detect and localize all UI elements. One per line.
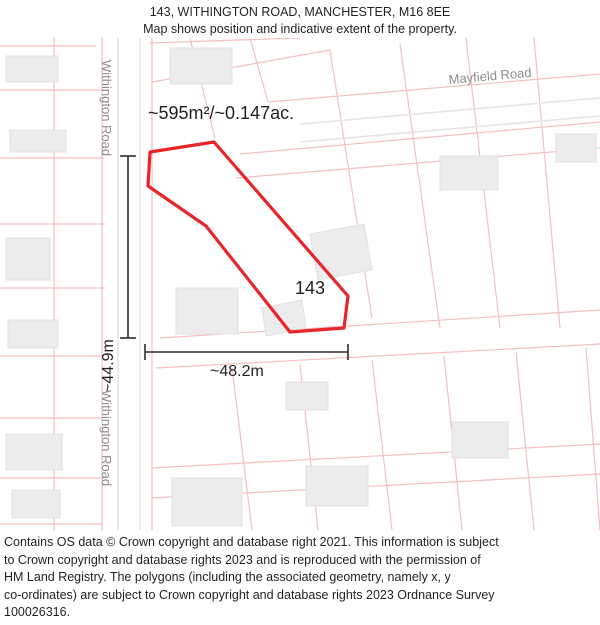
- footer-line: to Crown copyright and database rights 2023 and is reproduced with the permission of: [4, 552, 481, 567]
- area-label: ~595m²/~0.147ac.: [148, 103, 295, 123]
- page-title: 143, WITHINGTON ROAD, MANCHESTER, M16 8EE: [149, 5, 451, 19]
- width-dimension-label: ~48.2m: [210, 363, 264, 380]
- copyright-footer: [0, 534, 600, 622]
- height-dimension-label: ~44.9m: [100, 339, 117, 393]
- plot-number-label: 143: [295, 278, 326, 298]
- footer-line: Contains OS data © Crown copyright and database right 2021. This information is subject: [4, 535, 499, 549]
- footer-line: HM Land Registry. The polygons (including the associated geometry, namely x, y: [4, 570, 451, 584]
- map-canvas[interactable]: [0, 38, 600, 530]
- page-subtitle: Map shows position and indicative extent of the property.: [143, 22, 457, 36]
- road-label-withington-road-upper: Withington Road: [99, 60, 114, 157]
- height-dimension-label-holder: [100, 213, 128, 393]
- footer-line: co-ordinates) are subject to Crown copyright and database rights 2023 Ordnance Survey: [4, 587, 495, 602]
- footer-line: 100026316.: [4, 605, 71, 619]
- road-label-mayfield-road: Mayfield Road: [448, 64, 533, 87]
- page-header: [0, 0, 600, 38]
- road-label-withington-road-lower: Withington Road: [99, 390, 114, 487]
